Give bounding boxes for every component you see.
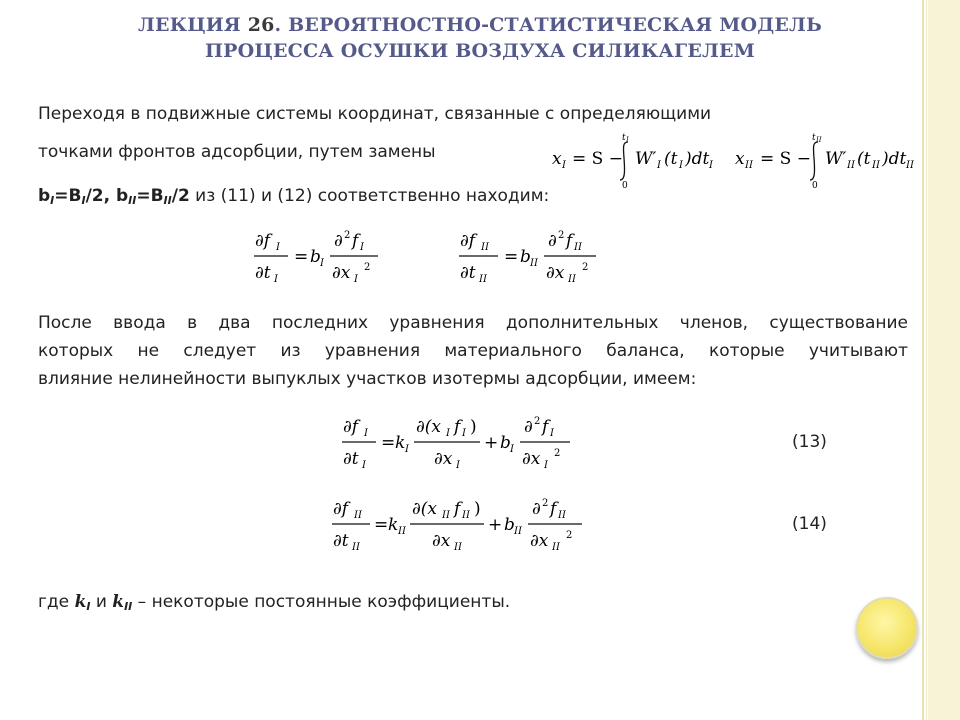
svg-text:=: = (294, 247, 309, 267)
svg-text:II: II (530, 258, 538, 269)
div-two: /2 (171, 186, 190, 206)
title-prefix: ЛЕКЦИЯ (138, 14, 248, 36)
p1-line3-rest: из (11) и (12) соответственно находим: (189, 186, 550, 206)
svg-text:I: I (354, 274, 358, 285)
svg-text:∂(x: ∂(x (416, 417, 442, 437)
svg-text:0: 0 (812, 181, 818, 190)
sub-ii: II (124, 600, 133, 613)
svg-text:k: k (388, 515, 399, 535)
equation-14 (328, 492, 608, 562)
svg-text:)dt: )dt (685, 149, 710, 169)
svg-text:=: = (374, 515, 389, 535)
svg-text:f: f (454, 417, 461, 437)
svg-text:k: k (395, 433, 406, 453)
svg-text:b: b (500, 433, 511, 453)
svg-text:=: = (381, 433, 396, 453)
svg-text:∂f: ∂f (343, 417, 359, 437)
svg-text:2: 2 (558, 230, 565, 241)
svg-text:∂x: ∂x (530, 531, 549, 551)
svg-text:f: f (454, 499, 461, 519)
svg-text:∂f: ∂f (460, 231, 476, 251)
div-two: /2, (85, 186, 116, 206)
b-symbol: b (38, 186, 51, 206)
svg-text:I: I (456, 460, 460, 471)
svg-text:I: I (405, 444, 409, 455)
formula-x1 (552, 133, 714, 190)
svg-text:II: II (442, 510, 450, 521)
svg-text:): ) (470, 417, 477, 437)
p3-prefix: где (38, 592, 75, 612)
svg-text:II: II (514, 526, 522, 537)
svg-text:∂x: ∂x (432, 531, 451, 551)
svg-text:): ) (474, 499, 481, 519)
svg-text:∂x: ∂x (522, 449, 541, 469)
equation-f1 (254, 230, 378, 285)
paragraph-1-line-1: Переходя в подвижные системы координат, связанные с определяющими (38, 104, 712, 124)
svg-text:= S −: = S − (572, 149, 623, 169)
diffusion-equations (250, 226, 610, 294)
svg-text:II: II (568, 274, 576, 285)
b-symbol: b (115, 186, 129, 206)
svg-text:II: II (398, 526, 406, 537)
equation-number-13: (13) (792, 432, 827, 452)
decorative-sidebar (928, 0, 960, 720)
svg-text:II: II (481, 242, 489, 253)
svg-text:II: II (872, 160, 880, 171)
svg-text:II: II (352, 542, 360, 553)
svg-text:I: I (274, 274, 278, 285)
svg-text:= S −: = S − (760, 149, 811, 169)
svg-text:II: II (574, 242, 582, 253)
svg-text:I: I (562, 160, 566, 171)
svg-text:=: = (504, 247, 519, 267)
svg-text:(t: (t (857, 149, 871, 169)
svg-text:2: 2 (542, 498, 549, 509)
svg-text:b: b (310, 247, 321, 267)
svg-text:∂t: ∂t (343, 449, 359, 469)
svg-text:∂t: ∂t (333, 531, 349, 551)
equation-f2 (459, 230, 596, 285)
svg-text:∂f: ∂f (255, 231, 271, 251)
svg-text:∂x: ∂x (546, 263, 565, 283)
svg-text:I: I (679, 160, 683, 171)
svg-text:f: f (352, 231, 359, 251)
svg-text:II: II (454, 542, 462, 553)
svg-text:b: b (520, 247, 531, 267)
svg-text:f: f (550, 499, 557, 519)
title-line-2: ПРОЦЕССА ОСУШКИ ВОЗДУХА СИЛИКАГЕЛЕМ (205, 40, 755, 62)
formula-x2 (735, 133, 915, 190)
svg-text:f: f (542, 417, 549, 437)
slide-title (40, 12, 920, 64)
svg-text:x: x (552, 149, 562, 169)
svg-text:∂: ∂ (524, 417, 533, 437)
substitution-formulas (540, 128, 920, 190)
paragraph-1-line-2: точками фронтов адсорбции, путем замены (38, 142, 436, 162)
svg-text:b: b (504, 515, 515, 535)
svg-text:II: II (906, 160, 914, 171)
sub-i: I (86, 600, 91, 613)
lecture-number: 26 (247, 14, 275, 36)
equation-number-14: (14) (792, 514, 827, 534)
svg-text:I: I (362, 460, 366, 471)
equation-13 (338, 410, 598, 480)
svg-text:2: 2 (582, 262, 589, 273)
svg-text:∂: ∂ (532, 499, 541, 519)
svg-text:I: I (360, 242, 364, 253)
svg-text:I: I (320, 258, 324, 269)
title-rest: . ВЕРОЯТНОСТНО-СТАТИСТИЧЕСКАЯ МОДЕЛЬ (274, 14, 822, 36)
svg-text:+: + (484, 433, 499, 453)
svg-text:II: II (354, 510, 362, 521)
sub-ii: II (163, 194, 172, 207)
svg-text:II: II (552, 542, 560, 553)
svg-text:2: 2 (566, 530, 573, 541)
svg-text:∂x: ∂x (434, 449, 453, 469)
svg-text:I: I (364, 428, 368, 439)
sidebar-line-inner (926, 0, 927, 720)
svg-text:2: 2 (534, 416, 541, 427)
sub-i: I (81, 194, 86, 207)
svg-text:∂f: ∂f (333, 499, 349, 519)
p3-and: и (90, 592, 113, 612)
svg-text:I: I (510, 444, 514, 455)
svg-text:II: II (816, 136, 822, 144)
svg-text:t: t (812, 133, 816, 143)
svg-text:I: I (446, 428, 450, 439)
sidebar-line (922, 0, 924, 720)
paragraph-1-line-3 (38, 185, 549, 212)
svg-text:II: II (847, 160, 855, 171)
svg-text:II: II (462, 510, 470, 521)
svg-text:∂: ∂ (548, 231, 557, 251)
k-symbol: k (112, 592, 125, 612)
svg-text:2: 2 (554, 448, 561, 459)
svg-text:I: I (550, 428, 554, 439)
k-symbol: k (74, 592, 87, 612)
svg-text:0: 0 (622, 181, 628, 190)
svg-text:f: f (566, 231, 573, 251)
svg-text:2: 2 (364, 262, 371, 273)
svg-text:∂t: ∂t (460, 263, 476, 283)
svg-text:+: + (488, 515, 503, 535)
svg-text:∂: ∂ (334, 231, 343, 251)
svg-text:(t: (t (664, 149, 678, 169)
svg-text:)dt: )dt (882, 149, 907, 169)
svg-text:I: I (657, 160, 661, 171)
svg-text:I: I (544, 460, 548, 471)
sub-ii: II (128, 194, 137, 207)
eq-b: =B (54, 186, 82, 206)
svg-text:∂x: ∂x (332, 263, 351, 283)
svg-text:t: t (622, 133, 626, 143)
svg-text:I: I (709, 160, 713, 171)
svg-text:II: II (558, 510, 566, 521)
svg-text:∂t: ∂t (255, 263, 271, 283)
svg-text:W′: W′ (825, 149, 847, 169)
svg-text:II: II (745, 160, 753, 171)
svg-text:∂(x: ∂(x (412, 499, 438, 519)
svg-text:II: II (479, 274, 487, 285)
sub-i: I (50, 194, 55, 207)
eq-b: =B (136, 186, 164, 206)
svg-text:I: I (276, 242, 280, 253)
svg-text:W′: W′ (635, 149, 657, 169)
paragraph-3 (38, 591, 510, 618)
paragraph-2-line-2: которых не следует из уравнения материального баланса, которые учитывают (38, 341, 908, 361)
decorative-circle-icon (856, 597, 918, 659)
svg-text:2: 2 (344, 230, 351, 241)
paragraph-2-line-1: После ввода в два последних уравнения дополнительных членов, существование (38, 313, 908, 333)
svg-text:I: I (462, 428, 466, 439)
svg-text:I: I (626, 136, 629, 144)
svg-text:x: x (735, 149, 745, 169)
p3-rest: – некоторые постоянные коэффициенты. (132, 592, 511, 612)
title-line-1 (40, 12, 920, 38)
paragraph-2-line-3: влияние нелинейности выпуклых участков изотермы адсорбции, имеем: (38, 369, 697, 389)
